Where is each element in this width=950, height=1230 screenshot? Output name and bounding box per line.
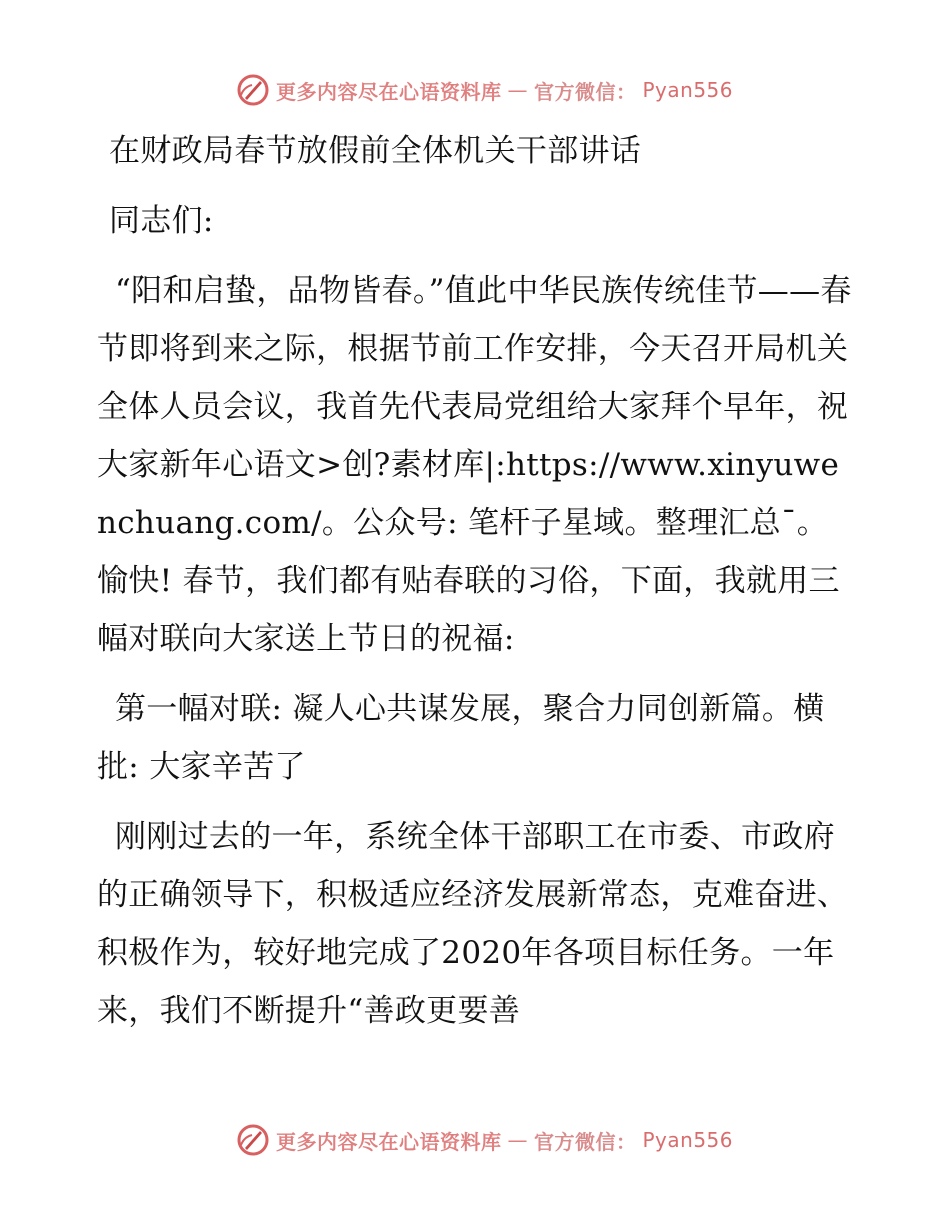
document-body [97, 122, 857, 1040]
watermark-official-label: 官方微信： [534, 1129, 637, 1154]
watermark-main-text: 更多内容尽在心语资料库 [276, 1129, 502, 1154]
watermark-wechat-id: Pyan556 [642, 1128, 734, 1152]
header-watermark [236, 70, 733, 110]
watermark-official-label: 官方微信： [534, 79, 637, 104]
watermark-wechat-id: Pyan556 [642, 78, 734, 102]
watermark-main-text: 更多内容尽在心语资料库 [276, 79, 502, 104]
greeting: 同志们: [109, 203, 214, 239]
watermark-separator: — [507, 78, 528, 102]
paragraph: 第一幅对联: 凝人心共谋发展，聚合力同创新篇。横批: 大家辛苦了 [97, 691, 825, 785]
document-title: 在财政局春节放假前全体机关干部讲话 [109, 133, 642, 169]
paragraph: 刚刚过去的一年，系统全体干部职工在市委、市政府的正确领导下，积极适应经济发展新常态，克难奋进、积极作为，较好地完成了2020年各项目标任务。一年来，我们不断提升“善政更要善 [97, 819, 849, 1029]
watermark-separator: — [507, 1128, 528, 1152]
paragraph: “阳和启蛰，品物皆春。”值此中华民族传统佳节——春节即将到来之际，根据节前工作安排，今天召开局机关全体人员会议，我首先代表局党组给大家拜个早年，祝大家新年心语文>创?素材库|:https://www.xinyuwenchuang.com/。公众号: 笔杆子星域。整理汇总¯。愉快! 春节，我们都有贴春联的习俗，下面，我就用三幅对联向大家送上节日的祝福: [97, 273, 852, 657]
quill-pen-logo-icon [236, 73, 270, 107]
quill-pen-logo-icon [236, 1123, 270, 1157]
footer-watermark [236, 1120, 733, 1160]
